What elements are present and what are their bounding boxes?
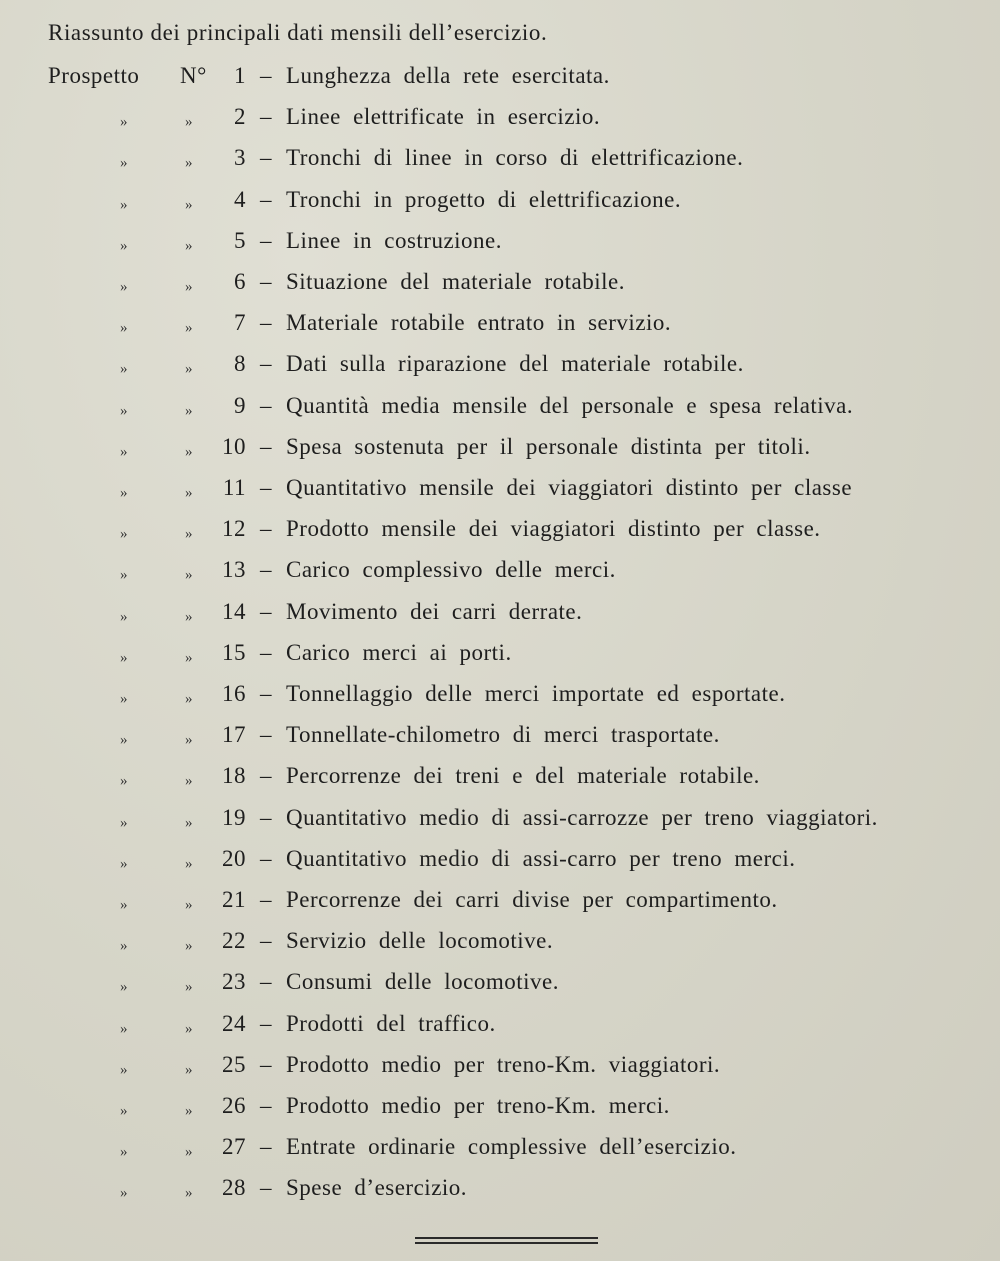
item-number: 20 [222, 845, 246, 871]
item-dash: – [260, 845, 272, 871]
item-title: Quantitativo medio di assi-carro per treno merci. [286, 845, 796, 871]
item-title: Situazione del materiale rotabile. [286, 269, 625, 294]
item-number: 24 [222, 1010, 246, 1036]
ditto-mark: » [185, 732, 193, 749]
ditto-mark: » [120, 279, 128, 295]
item-number: 3 [234, 145, 246, 171]
index-row [0, 1133, 1000, 1174]
ditto-mark: » [185, 320, 193, 337]
item-number: 4 [234, 186, 246, 212]
ditto-mark: » [185, 402, 193, 419]
bottom-rule-top [415, 1237, 598, 1239]
ditto-mark: » [120, 732, 128, 749]
index-row [0, 1092, 1000, 1133]
ditto-mark: » [120, 320, 128, 337]
ditto-mark: » [120, 237, 128, 254]
item-dash: – [260, 887, 272, 912]
ditto-mark: » [185, 1103, 193, 1119]
item-dash: – [260, 804, 272, 830]
index-row [0, 845, 1000, 886]
item-title: Movimento dei carri derrate. [286, 598, 583, 624]
item-title: Prodotti del traffico. [286, 1010, 496, 1036]
index-row [0, 433, 1000, 474]
item-number: 13 [222, 557, 246, 583]
ditto-mark: » [120, 1144, 128, 1161]
item-number: 23 [222, 969, 246, 995]
item-dash: – [260, 722, 272, 748]
item-dash: – [260, 516, 272, 542]
item-number: 22 [222, 928, 246, 954]
item-number: 18 [222, 763, 246, 789]
item-dash: – [260, 1093, 272, 1118]
item-number: 17 [222, 722, 246, 748]
ditto-mark: » [120, 1061, 128, 1078]
ditto-mark: » [185, 114, 193, 131]
ditto-mark: » [120, 1185, 128, 1202]
ditto-mark: » [120, 361, 128, 378]
item-number: 28 [222, 1175, 246, 1201]
item-number: 5 [234, 227, 246, 253]
ditto-mark: » [120, 485, 128, 501]
item-dash: – [260, 969, 272, 995]
ditto-mark: » [185, 691, 193, 707]
ditto-mark: » [120, 649, 128, 666]
item-number: 7 [234, 310, 246, 336]
item-dash: – [260, 1175, 272, 1201]
item-number: 10 [222, 433, 246, 459]
ditto-mark: » [120, 773, 128, 790]
item-dash: – [260, 227, 272, 253]
item-title: Entrate ordinarie complessive dell’esercizio. [286, 1134, 737, 1160]
item-number: 9 [234, 392, 246, 418]
item-dash: – [260, 763, 272, 789]
ditto-mark: » [120, 114, 128, 131]
ditto-mark: » [120, 196, 128, 213]
ditto-mark: » [120, 855, 128, 872]
ditto-mark: » [120, 814, 128, 831]
ditto-mark: » [185, 1020, 193, 1037]
item-dash: – [260, 557, 272, 583]
ditto-mark: » [120, 526, 128, 543]
ditto-mark: » [185, 361, 193, 378]
item-number: 26 [222, 1093, 246, 1118]
item-title: Percorrenze dei treni e del materiale rotabile. [286, 763, 760, 789]
item-number: 19 [222, 804, 246, 830]
item-dash: – [260, 598, 272, 624]
item-number: 1 [234, 63, 246, 88]
item-title: Prodotto medio per treno-Km. viaggiatori. [286, 1051, 721, 1077]
ditto-mark: » [120, 402, 128, 419]
item-number: 21 [222, 887, 246, 912]
index-row [0, 186, 1000, 227]
item-dash: – [260, 639, 272, 665]
item-dash: – [260, 1134, 272, 1160]
index-row [0, 103, 1000, 144]
item-number: 15 [222, 639, 246, 665]
item-dash: – [260, 433, 272, 459]
item-title: Servizio delle locomotive. [286, 928, 554, 954]
ditto-mark: » [185, 443, 193, 460]
index-row [0, 144, 1000, 185]
index-row [0, 1174, 1000, 1215]
ditto-mark: » [185, 897, 193, 913]
item-title: Tronchi di linee in corso di elettrificazione. [286, 145, 744, 171]
item-dash: – [260, 145, 272, 171]
ditto-mark: » [185, 279, 193, 295]
item-title: Dati sulla riparazione del materiale rotabile. [286, 351, 744, 377]
item-title: Consumi delle locomotive. [286, 969, 559, 995]
item-dash: – [260, 310, 272, 336]
ditto-mark: » [120, 443, 128, 460]
ditto-mark: » [185, 567, 193, 584]
item-dash: – [260, 475, 272, 500]
item-dash: – [260, 392, 272, 418]
item-dash: – [260, 1010, 272, 1036]
item-dash: – [260, 351, 272, 377]
ditto-mark: » [185, 855, 193, 872]
item-dash: – [260, 681, 272, 706]
ditto-mark: » [185, 485, 193, 501]
bottom-rule-bottom [415, 1242, 598, 1244]
ditto-mark: » [185, 526, 193, 543]
item-dash: – [260, 928, 272, 954]
index-row [0, 680, 1000, 721]
item-title: Percorrenze dei carri divise per compartimento. [286, 887, 778, 912]
ditto-mark: » [120, 155, 128, 172]
index-row [0, 598, 1000, 639]
index-row [0, 474, 1000, 515]
item-number: 25 [222, 1051, 246, 1077]
index-row [0, 721, 1000, 762]
ditto-mark: » [120, 608, 128, 625]
item-title: Quantitativo medio di assi-carrozze per treno viaggiatori. [286, 804, 878, 830]
item-title: Materiale rotabile entrato in servizio. [286, 310, 672, 336]
item-dash: – [260, 104, 272, 130]
ditto-mark: » [120, 897, 128, 913]
item-title: Linee elettrificate in esercizio. [286, 104, 601, 130]
item-number: 16 [222, 681, 246, 706]
ditto-mark: » [185, 1185, 193, 1202]
page-heading: Riassunto dei principali dati mensili dell’esercizio. [48, 20, 548, 45]
item-title: Quantitativo mensile dei viaggiatori distinto per classe [286, 475, 853, 500]
ditto-mark: » [120, 1020, 128, 1037]
item-title: Linee in costruzione. [286, 227, 503, 253]
item-title: Carico merci ai porti. [286, 639, 512, 665]
ditto-mark: » [185, 237, 193, 254]
index-row [0, 392, 1000, 433]
ditto-mark: » [185, 196, 193, 213]
ditto-mark: » [185, 608, 193, 625]
item-dash: – [260, 63, 272, 88]
item-title: Prodotto medio per treno-Km. merci. [286, 1093, 670, 1118]
item-number: 2 [234, 104, 246, 130]
index-row [0, 639, 1000, 680]
item-number: 27 [222, 1134, 246, 1160]
item-title: Tonnellate-chilometro di merci trasportate. [286, 722, 720, 748]
ditto-mark: » [185, 1061, 193, 1078]
item-title: Carico complessivo delle merci. [286, 557, 616, 583]
ditto-mark: » [185, 1144, 193, 1161]
item-title: Quantità media mensile del personale e spesa relativa. [286, 392, 854, 418]
ditto-mark: » [185, 773, 193, 790]
item-number: 14 [222, 598, 246, 624]
index-row [0, 227, 1000, 268]
ditto-mark: » [185, 155, 193, 172]
index-row [0, 804, 1000, 845]
ditto-mark: » [120, 691, 128, 707]
ditto-mark: » [120, 938, 128, 955]
ditto-mark: » [120, 567, 128, 584]
item-title: Prodotto mensile dei viaggiatori distinto per classe. [286, 516, 821, 542]
item-dash: – [260, 1051, 272, 1077]
prospetto-label: Prospetto [48, 63, 140, 88]
index-row [0, 309, 1000, 350]
index-row [0, 515, 1000, 556]
index-row [0, 762, 1000, 803]
item-number: 11 [222, 475, 246, 500]
ditto-mark: » [185, 649, 193, 666]
item-title: Spese d’esercizio. [286, 1175, 468, 1201]
index-row [0, 1051, 1000, 1092]
item-title: Lunghezza della rete esercitata. [286, 63, 610, 88]
ditto-mark: » [120, 1103, 128, 1119]
index-row [0, 1010, 1000, 1051]
index-row [0, 886, 1000, 927]
index-row [0, 927, 1000, 968]
index-row [0, 350, 1000, 391]
item-number: 6 [234, 269, 246, 294]
ditto-mark: » [120, 979, 128, 996]
ditto-mark: » [185, 979, 193, 996]
index-row [0, 968, 1000, 1009]
item-number: 12 [222, 516, 246, 542]
item-dash: – [260, 269, 272, 294]
index-row [0, 268, 1000, 309]
ditto-mark: » [185, 814, 193, 831]
item-dash: – [260, 186, 272, 212]
item-title: Tonnellaggio delle merci importate ed esportate. [286, 681, 786, 706]
ditto-mark: » [185, 938, 193, 955]
item-title: Tronchi in progetto di elettrificazione. [286, 186, 682, 212]
number-label: N° [180, 63, 207, 88]
item-number: 8 [234, 351, 246, 377]
index-row [0, 556, 1000, 597]
item-title: Spesa sostenuta per il personale distinta per titoli. [286, 433, 811, 459]
index-row [0, 62, 1000, 103]
